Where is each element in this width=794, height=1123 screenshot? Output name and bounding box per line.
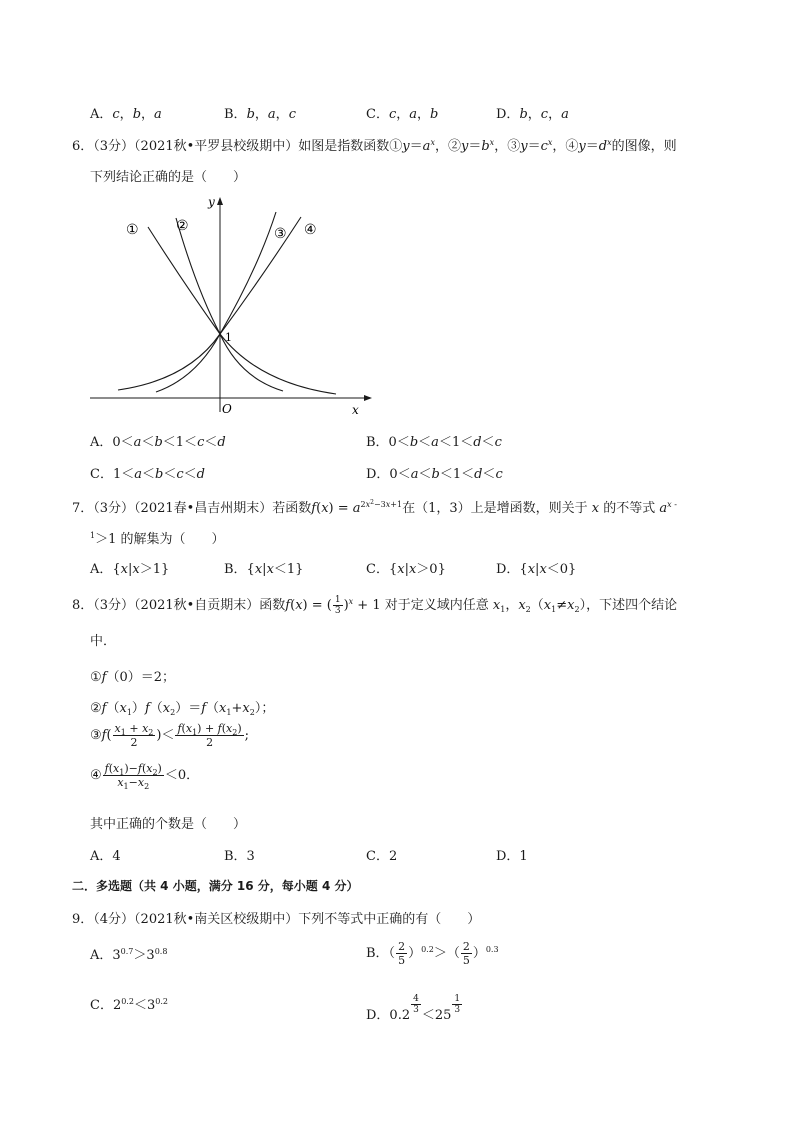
q9-stem: 9．（4分）（2021秋•南关区校级期中）下列不等式中正确的有（ ）: [72, 912, 481, 927]
q5-option-b: B．b，a，c: [224, 107, 296, 122]
q8-question: 其中正确的个数是（ ）: [90, 817, 247, 832]
curve-2: [176, 218, 283, 391]
q8-statement-1: ①f（0）＝2；: [90, 670, 176, 685]
y-axis-arrow: [217, 197, 223, 205]
q8-stem-line1: 8．（3分）（2021秋•自贡期末）函数f(x) = ( $\frac{1}{3}$ )$^x$ + 1 对于定义域内任意 $x_1$，$x_2(x_1\ne x_2)$，下述四个结论: [72, 595, 678, 616]
y-axis-label: y: [208, 195, 215, 209]
q8-option-c: C．2: [366, 849, 398, 864]
curve-1: [148, 227, 336, 394]
q8-statement-4: ④ $\frac{f(x_1)-f(x_2)}{x_1-x_2}$ ＜0．: [90, 762, 200, 791]
q8-statement-2: $②f(x_1)f(x_2)=f(x_1+x_2)$；: [90, 701, 275, 717]
x-axis-arrow: [364, 395, 372, 401]
q7-option-c: C．{x|x＞0}: [366, 562, 446, 577]
q6-exponential-graph: [88, 190, 378, 420]
section-2-title: 二．多选题（共 4 小题，满分 16 分，每小题 4 分）: [72, 879, 359, 893]
q8-stem-line2: 中．: [90, 634, 117, 649]
q7-option-a: A．{x|x＞1}: [90, 562, 170, 577]
q7-stem-line2: $^1$＞1 的解集为（ ）: [90, 531, 225, 547]
q9-option-a: A．$3^{0.7}>3^{0.8}$: [90, 947, 168, 963]
q7-option-b: B．{x|x＜1}: [224, 562, 304, 577]
q6-stem-line2: 下列结论正确的是（ ）: [90, 170, 247, 185]
q9-option-d: D．0.2 $^{\frac{4}{3}}$ ＜25 $^{\frac{1}{3}}$: [366, 994, 461, 1023]
q7-option-d: D．{x|x＜0}: [496, 562, 577, 577]
q8-option-b: B．3: [224, 849, 255, 864]
curve-1-label: ①: [126, 222, 139, 238]
curve-4: [156, 217, 301, 392]
q9-option-b: B．（ $\frac{2}{5}$ ）$^{0.2}$＞（ $\frac{2}{5}$ ）$^{0.3}$: [366, 940, 499, 967]
q8-statement-3: ③f( $\frac{x_1 + x_2}{2}$ )＜ $\frac{f(x_1) + f(x_2)}{2}$ ;: [90, 722, 250, 749]
q6-option-d: D．0＜a＜b＜1＜d＜c: [366, 467, 503, 482]
q5-option-a: A．c，b，a: [90, 107, 162, 122]
q8-option-d: D．1: [496, 849, 528, 864]
q6-option-b: B．0＜b＜a＜1＜d＜c: [366, 435, 502, 450]
q7-stem-line1: 7．（3分）（2021春•昌吉州期末）若函数$f(x) = a^{2x^2-3x+1}$在（1，3）上是增函数，则关于 x 的不等式 $a^{x -}$: [72, 499, 677, 516]
origin-label: O: [222, 402, 232, 416]
q9-option-c: C．$2^{0.2}<3^{0.2}$: [90, 997, 168, 1013]
q5-option-c: C．c，a，b: [366, 107, 439, 122]
curve-4-label: ④: [304, 222, 317, 238]
curve-2-label: ②: [176, 218, 189, 234]
curve-3-label: ③: [274, 226, 287, 242]
q6-option-c: C．1＜a＜b＜c＜d: [90, 467, 205, 482]
q6-stem-line1: 6．（3分）（2021秋•平罗县校级期中）如图是指数函数$①y=a^x$，$②y=b^x$，$③y=c^x$，$④y=d^x$的图像，则: [72, 138, 677, 154]
x-axis-label: x: [352, 403, 359, 417]
unit-label: 1: [225, 331, 232, 344]
q5-option-d: D．b，c，a: [496, 107, 569, 122]
q8-option-a: A．4: [90, 849, 121, 864]
q6-option-a: A．0＜a＜b＜1＜c＜d: [90, 435, 226, 450]
